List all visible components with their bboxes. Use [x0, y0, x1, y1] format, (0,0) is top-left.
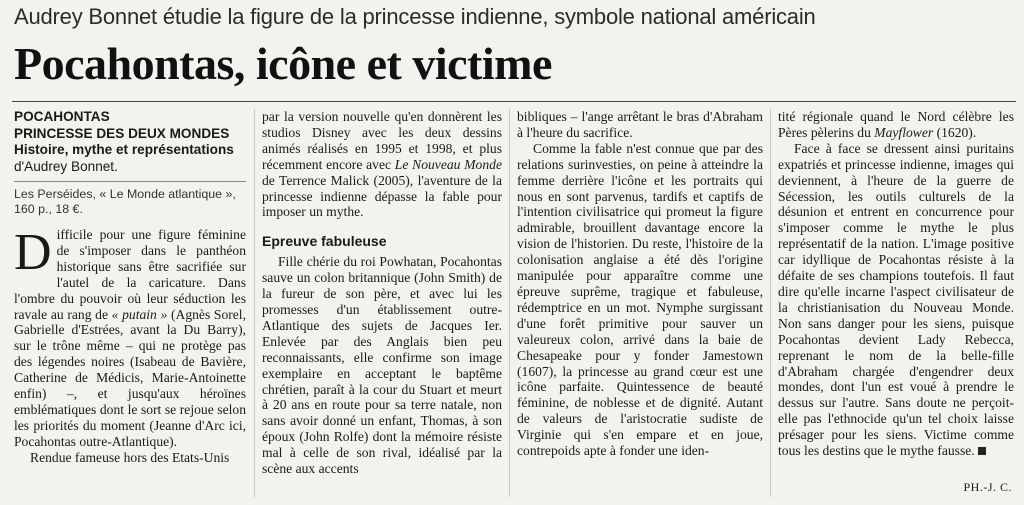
book-author: d'Audrey Bonnet.: [14, 158, 118, 174]
article-headline: Pocahontas, icône et victime: [14, 38, 552, 89]
paragraph: Comme la fable n'est connue que par des relations surinvesties, on peine à atteindre la femme derrière l'icône et les portraits qui nous en sont parvenus, tardifs et captifs de l'intention civilisatrice qui promeut la figure admirable, brouillent davantage encore la vision de l'historien. Du reste, l'histoire de la colonisation anglaise a été dès l'origine manipulée pour apparaître comme une épreuve suprême, tragique et fabuleuse, rédemptrice en un mot. Nymphe surgissant d'une forêt primitive pour sauver un valeureux colon, arrivé dans la baie de Chesapeake pour y fonder Jamestown (1607), la princesse au grand cœur est une icône parfaite. Quintessence de beauté féminine, de noblesse et de dignité. Autant de valeurs de l'aristocratie sudiste de Virginie qui s'en empare et en joue, contrepoids apte à fonder une iden-: [517, 140, 763, 459]
drop-cap: D: [14, 224, 52, 281]
lead-emphasis: « putain »: [111, 306, 168, 322]
paragraph-text: (1620).: [936, 124, 977, 140]
column-divider: [770, 109, 771, 497]
paragraph-text: tité régionale quand le Nord célèbre les Pères pèlerins du: [778, 109, 1014, 140]
paragraph-text: par la version nouvelle qu'en donnèrent les studios Disney avec les deux dessins animés réalisés en 1995 et 1998, et plus récemment encore avec: [262, 109, 502, 172]
paragraph: [778, 141, 1014, 459]
lead-paragraph: [14, 224, 246, 450]
header-divider: [12, 101, 1016, 102]
book-title: POCAHONTAS: [14, 109, 110, 124]
book-subtitle: Histoire, mythe et représentations: [14, 142, 234, 157]
column-divider: [509, 109, 510, 497]
article-column-3: [517, 109, 763, 497]
paragraph: [262, 109, 502, 220]
film-title: Le Nouveau Monde: [394, 156, 502, 172]
article-column-2: [262, 109, 502, 497]
ship-name: Mayflower: [874, 124, 934, 140]
end-mark-icon: [978, 447, 986, 455]
book-info-box: [14, 109, 246, 217]
lead-text: ifficile pour une figure féminine de s'imposer dans le panthéon historique sans être sacrifiée sur l'autel de la caricature. Dans l'ombre du pouvoir où leur séduction les ravale au rang de: [14, 227, 246, 322]
article-column-1: [14, 109, 246, 497]
paragraph: bibliques – l'ange arrêtant le bras d'Abraham à l'heure du sacrifice.: [517, 109, 763, 140]
paragraph-text: Face à face se dressent ainsi puritains expatriés et princesse indienne, images qui deviennent, à l'heure de la guerre de Sécession, les outils culturels de la désunion et entrent en concurrence pour s'imposer comme le mythe le plus représentatif de la nation. L'image positive car idyllique de Pocahontas résiste à la défaite de ses champions toutefois. Il faut dire qu'elle incarne l'aspect civilisateur de la christianisation du Nouveau Monde. Non sans danger pour les siens, puisque Pocahontas devient Lady Rebecca, reprenant le nom de la belle-fille d'Abraham chargée d'engendrer deux mondes, dont l'un est voué à prendre le dessus sur l'autre. Sans doute ne perçoit-elle pas l'ethnocide qu'un tel choix laisse présager pour les siens. Victime comme tous les destins que le mythe fausse.: [778, 140, 1014, 459]
article-surtitle: Audrey Bonnet étudie la figure de la princesse indienne, symbole national américain: [14, 4, 816, 29]
paragraph-text: de Terrence Malick (2005), l'aventure de la princesse indienne dépasse la fable pour imposer un mythe.: [262, 172, 502, 220]
lead-text-tail: (Agnès Sorel, Gabrielle d'Estrées, avant la Du Barry), sur le trône même – qui ne protège pas des légendes noires (Isabeau de Bavière, Catherine de Médicis, Marie-Antoinette enfin) –, et jusqu'aux héroïnes emblématiques dont le sort se rejoue selon les priorités du moment (Jeanne d'Arc ici, Pocahontas outre-Atlantique).: [14, 306, 246, 449]
author-signature: PH.-J. C.: [963, 480, 1012, 494]
article-column-4: [778, 109, 1014, 497]
column-divider: [254, 109, 255, 497]
paragraph: Rendue fameuse hors des Etats-Unis: [30, 449, 230, 465]
paragraph: Fille chérie du roi Powhatan, Pocahontas sauve un colon britannique (John Smith) de la fureur de son père, et avec lui les promesses d'un établissement outre-Atlantique des sujets de Jacques Ier. Enlevée par des Anglais bien peu reconnaissants, elle confirme son image exemplaire en acceptant le baptême chrétien, paraît à la cour du Stuart et meurt à 20 ans en route pour sa terre natale, non sans avoir donné un enfant, Thomas, à son époux (John Rolfe) dont la mémoire résiste mal à celle de son rival, idéalisé par la scène aux accents: [262, 254, 502, 477]
book-title-line2: PRINCESSE DES DEUX MONDES: [14, 125, 230, 141]
paragraph: [778, 109, 1014, 141]
book-publisher: Les Perséides, « Le Monde atlantique », 160 p., 18 €.: [14, 187, 236, 216]
section-subhead: Epreuve fabuleuse: [262, 233, 387, 250]
book-info-divider: [14, 181, 246, 182]
